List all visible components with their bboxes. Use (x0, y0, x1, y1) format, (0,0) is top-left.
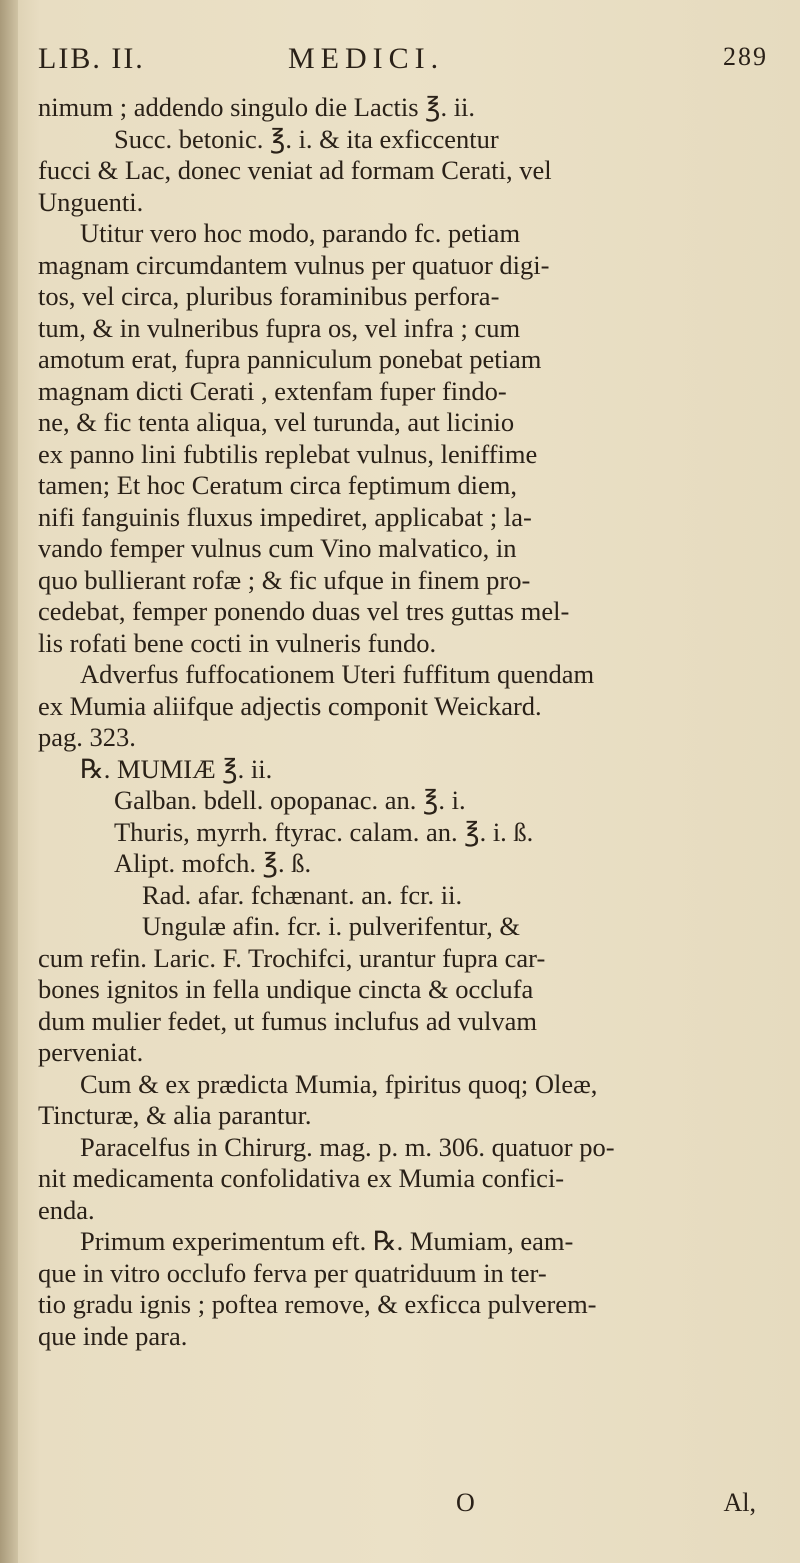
text-line: cedebat, femper ponendo duas vel tres guttas mel- (38, 596, 570, 626)
text-line: ne, & fic tenta aliqua, vel turunda, aut licinio (38, 407, 515, 437)
text-line: ex Mumia aliifque adjectis componit Weickard. (38, 690, 542, 721)
text-line: tio gradu ignis ; poftea remove, & exficca pulverem- (38, 1289, 597, 1319)
text-line: Adverfus fuffocationem Uteri fuffitum quendam (80, 659, 595, 689)
text-line: Tincturæ, & alia parantur. (38, 1100, 312, 1130)
text-line: enda. (38, 1194, 95, 1225)
text-line: tos, vel circa, pluribus foraminibus perfora- (38, 281, 500, 311)
text-line: pag. 323. (38, 722, 136, 752)
text-line: ex panno lini fubtilis replebat vulnus, leniffime (38, 438, 538, 469)
text-line: Paracelfus in Chirurg. mag. p. m. 306. quatuor po- (80, 1131, 615, 1162)
text-line: quo bullierant rofæ ; & fic ufque in finem pro- (38, 564, 531, 595)
catchword: Al, (723, 1488, 756, 1517)
page-gutter-shadow (0, 0, 18, 1563)
text-line: Rad. afar. fchænant. an. fcr. ii. (142, 879, 463, 910)
text-line: Thuris, myrrh. ftyrac. calam. an. ℥. i. ß. (114, 816, 534, 847)
book-number: LIB. II. (38, 42, 145, 75)
text-line: dum mulier fedet, ut fumus inclufus ad vulvam (38, 1005, 537, 1036)
text-line: bones ignitos in fella undique cincta & occlufa (38, 974, 534, 1004)
page-number: 289 (723, 42, 768, 71)
text-line: magnam dicti Cerati , extenfam fuper findo- (38, 375, 507, 406)
text-line: Ungulæ afin. fcr. i. pulverifentur, & (142, 911, 520, 941)
text-line: Utitur vero hoc modo, parando fc. petiam (80, 218, 521, 248)
text-line: nit medicamenta confolidativa ex Mumia confici- (38, 1163, 565, 1193)
catch-line (38, 1488, 768, 1520)
text-line: fucci & Lac, donec veniat ad formam Cerati, vel (38, 155, 552, 185)
text-line: amotum erat, fupra panniculum ponebat petiam (38, 344, 542, 374)
text-line: lis rofati bene cocti in vulneris fundo. (38, 627, 437, 658)
signature-mark: O (456, 1488, 475, 1517)
text-line: que in vitro occlufo ferva per quatriduum in ter- (38, 1257, 547, 1288)
body-text (38, 92, 768, 1352)
text-line: vando femper vulnus cum Vino malvatico, in (38, 533, 517, 563)
text-line: tamen; Et hoc Ceratum circa feptimum diem, (38, 470, 518, 500)
text-line: Alipt. mofch. ℥. ß. (114, 848, 312, 878)
text-line: perveniat. (38, 1037, 144, 1067)
text-line: tum, & in vulneribus fupra os, vel infra ; cum (38, 312, 521, 343)
text-line: nifi fanguinis fluxus impediret, applicabat ; la- (38, 501, 532, 532)
text-line: que inde para. (38, 1320, 188, 1351)
text-line: Galban. bdell. opopanac. an. ℥. i. (114, 785, 466, 815)
text-line: ℞. MUMIÆ ℥. ii. (80, 753, 273, 784)
text-line: Unguenti. (38, 186, 144, 217)
text-line: cum refin. Laric. F. Trochifci, urantur fupra car- (38, 942, 546, 973)
text-line: nimum ; addendo singulo die Lactis ℥. ii. (38, 92, 476, 122)
text-line: magnam circumdantem vulnus per quatuor digi- (38, 249, 550, 280)
text-line: Cum & ex prædicta Mumia, fpiritus quoq; Oleæ, (80, 1068, 598, 1099)
text-line: Succ. betonic. ℥. i. & ita exficcentur (114, 123, 499, 154)
text-line: Primum experimentum eft. ℞. Mumiam, eam- (80, 1226, 574, 1256)
running-title: MEDICI. (288, 42, 445, 75)
running-head (38, 42, 768, 82)
